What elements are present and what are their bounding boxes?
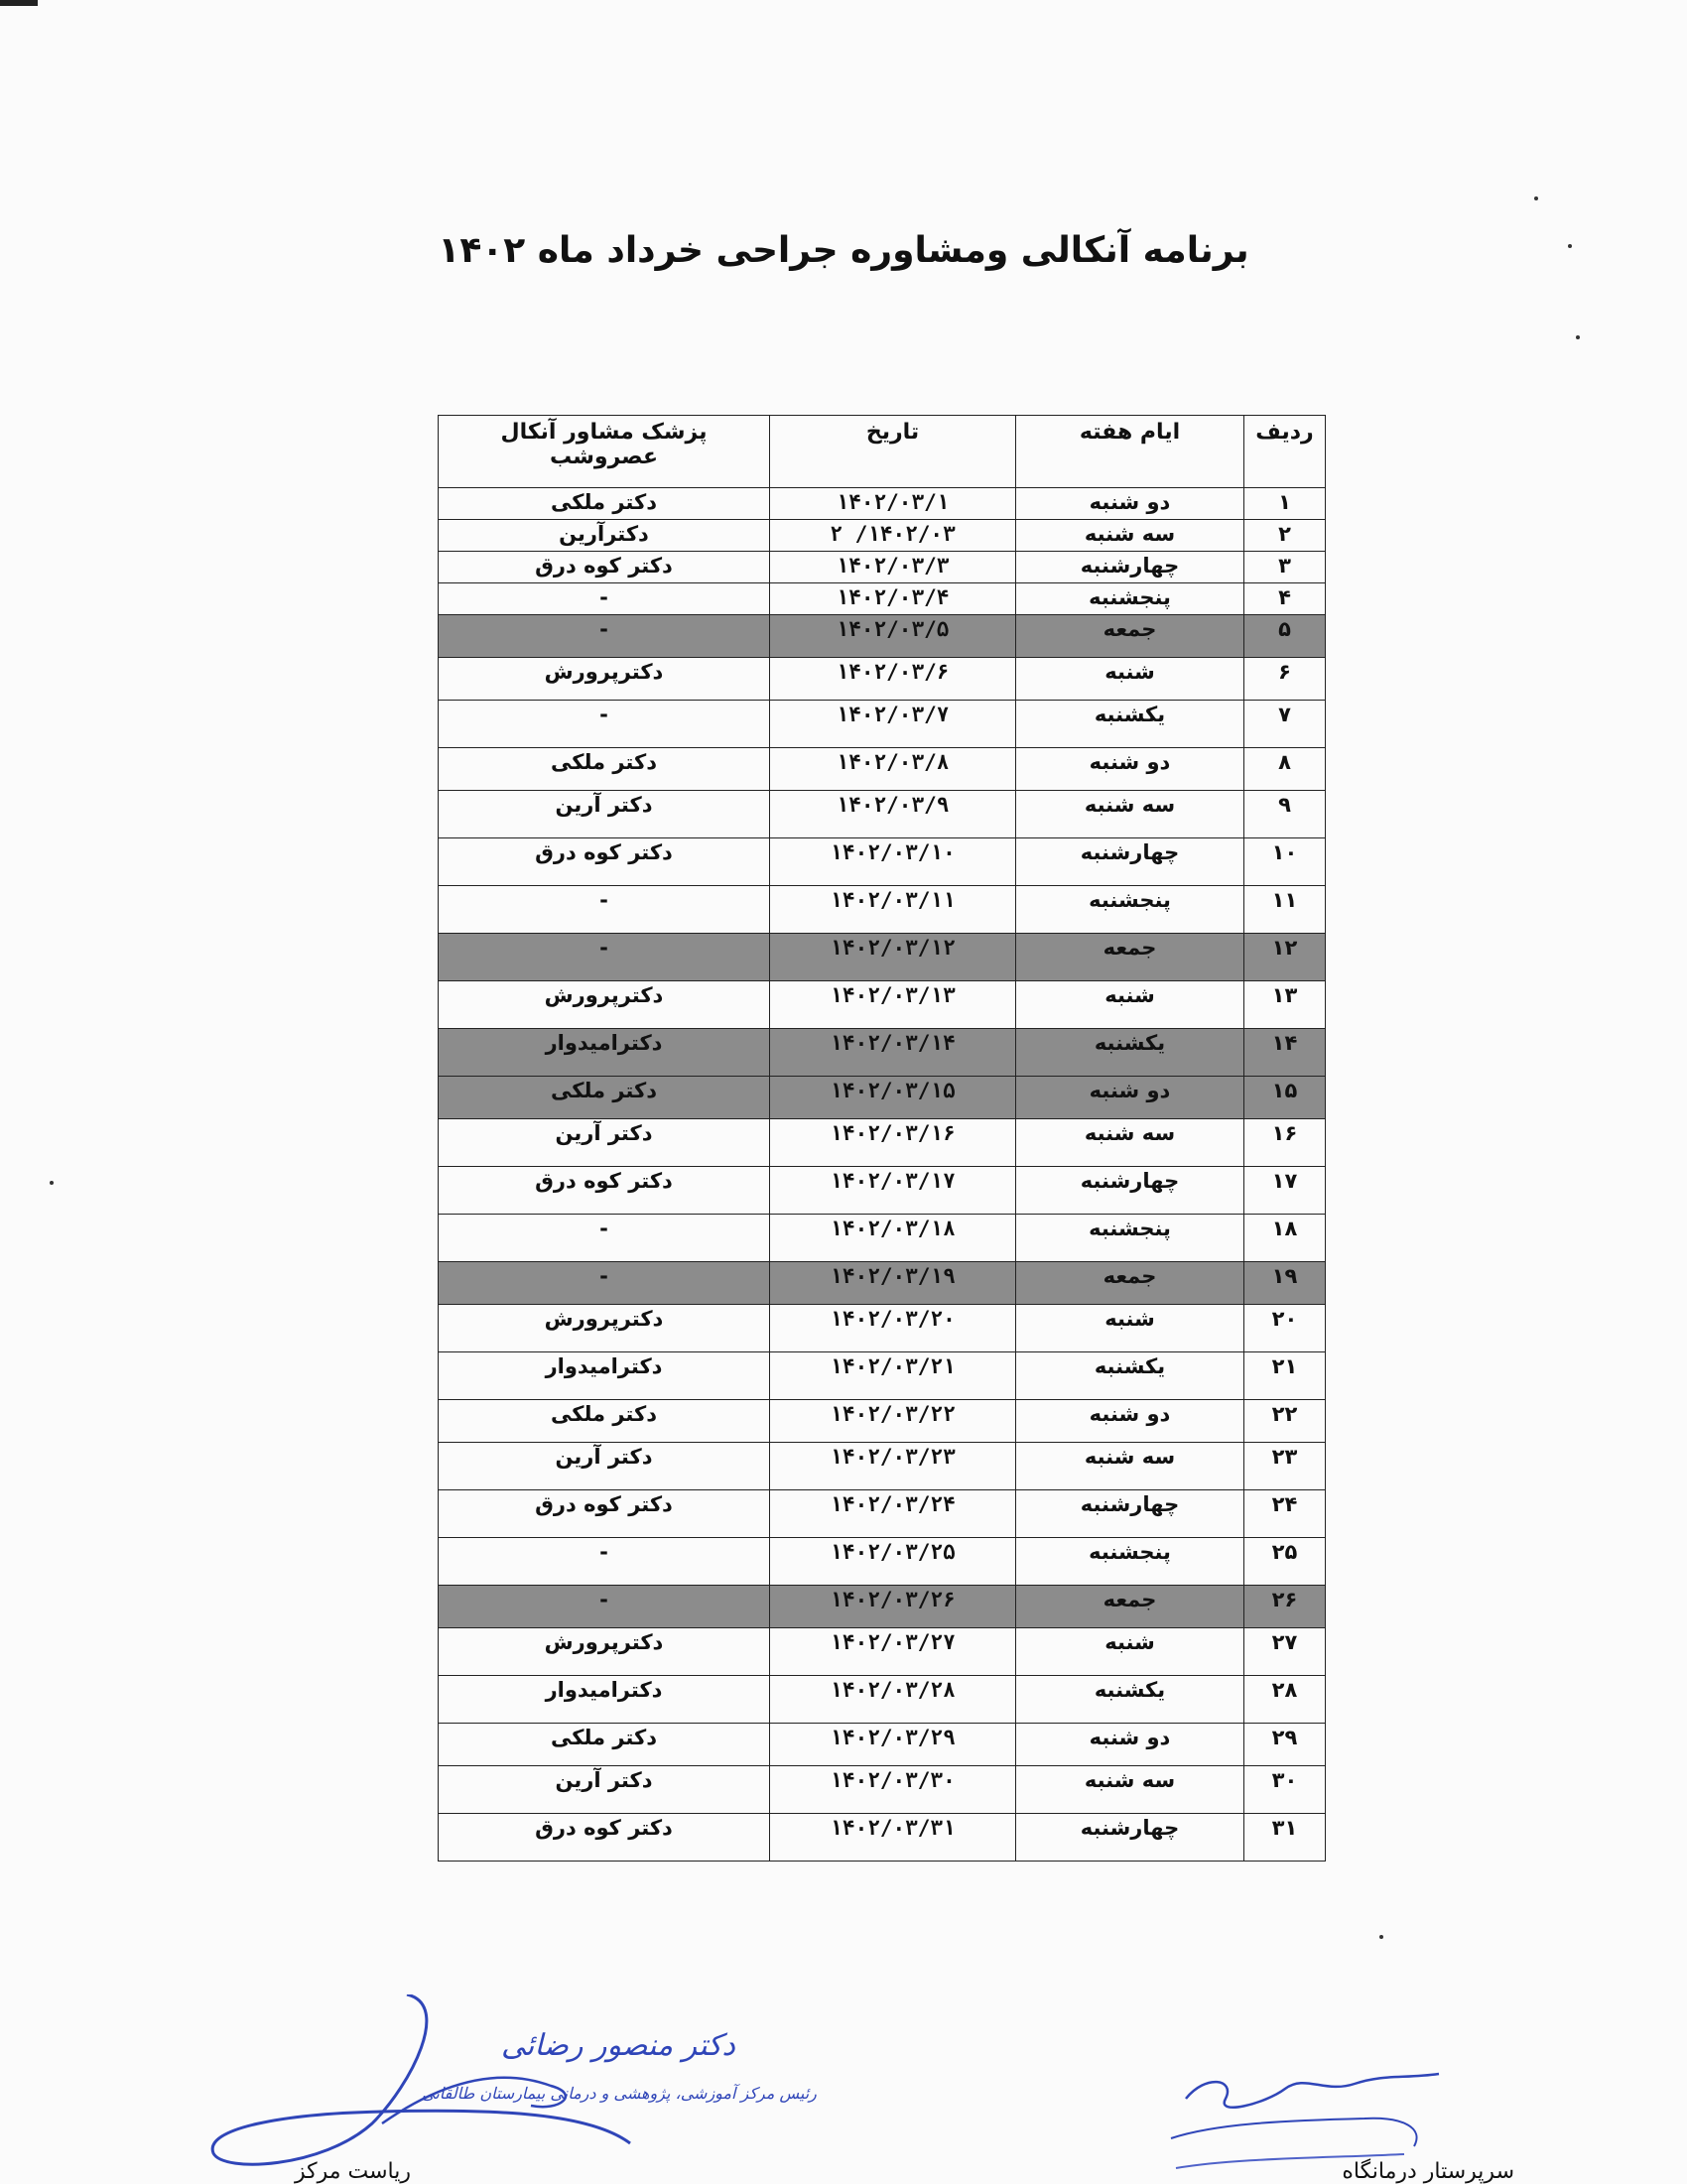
row-number-cell: ۱۶ (1244, 1119, 1326, 1167)
head-nurse-label: سرپرستار درمانگاه (1342, 2159, 1514, 2184)
row-number-cell: ۱۰ (1244, 838, 1326, 886)
schedule-table (438, 415, 1326, 1862)
header-date: تاریخ (770, 416, 1016, 488)
row-number-cell: ۱۹ (1244, 1262, 1326, 1305)
table-row (439, 1400, 1326, 1443)
row-number-cell: ۲۲ (1244, 1400, 1326, 1443)
table-row (439, 1586, 1326, 1628)
doctor-cell: دکتر ملکی (439, 748, 770, 791)
weekday-cell: پنجشنبه (1016, 1215, 1244, 1262)
date-cell: ۱۴۰۲/۰۳/۲۵ (770, 1538, 1016, 1586)
table-row (439, 658, 1326, 701)
date-cell: ۱۴۰۲/۰۳/۱۰ (770, 838, 1016, 886)
schedule-body (439, 488, 1326, 1862)
row-number-cell: ۱۸ (1244, 1215, 1326, 1262)
table-header-row (439, 416, 1326, 488)
scan-speck (50, 1181, 54, 1185)
table-row (439, 1119, 1326, 1167)
table-row (439, 1490, 1326, 1538)
doctor-cell: دکتر کوه درق (439, 1167, 770, 1215)
scan-corner-mark (0, 0, 38, 6)
doctor-cell: - (439, 1262, 770, 1305)
row-number-cell: ۲۷ (1244, 1628, 1326, 1676)
table-row (439, 1262, 1326, 1305)
date-cell: ۱۴۰۲/۰۳/۱۴ (770, 1029, 1016, 1077)
weekday-cell: چهارشنبه (1016, 1490, 1244, 1538)
date-cell: ۱۴۰۲/۰۳/۲۷ (770, 1628, 1016, 1676)
table-row (439, 934, 1326, 981)
table-row (439, 1443, 1326, 1490)
weekday-cell: یکشنبه (1016, 701, 1244, 748)
date-cell: ۱۴۰۲/۰۳/۱ (770, 488, 1016, 520)
weekday-cell: چهارشنبه (1016, 838, 1244, 886)
doctor-cell: دکتر ملکی (439, 1400, 770, 1443)
row-number-cell: ۱۲ (1244, 934, 1326, 981)
date-cell: ۱۴۰۲/۰۳/۳۱ (770, 1814, 1016, 1862)
table-row (439, 886, 1326, 934)
doctor-cell: دکتر ملکی (439, 1077, 770, 1119)
table-row (439, 1724, 1326, 1766)
row-number-cell: ۶ (1244, 658, 1326, 701)
date-cell: ۱۴۰۲/۰۳/۱۱ (770, 886, 1016, 934)
doctor-cell: دکترپرورش (439, 658, 770, 701)
scan-speck (1534, 196, 1538, 200)
doctor-cell: دکتر کوه درق (439, 552, 770, 583)
row-number-cell: ۵ (1244, 615, 1326, 658)
weekday-cell: دو شنبه (1016, 488, 1244, 520)
weekday-cell: شنبه (1016, 658, 1244, 701)
weekday-cell: یکشنبه (1016, 1352, 1244, 1400)
date-cell: ۱۴۰۲/۰۳/۲۹ (770, 1724, 1016, 1766)
doctor-cell: دکترپرورش (439, 981, 770, 1029)
weekday-cell: دو شنبه (1016, 1724, 1244, 1766)
doctor-cell: دکتر آرین (439, 1443, 770, 1490)
weekday-cell: جمعه (1016, 1586, 1244, 1628)
weekday-cell: چهارشنبه (1016, 1167, 1244, 1215)
doctor-cell: دکتر ملکی (439, 1724, 770, 1766)
date-cell: ۱۴۰۲/۰۳/۲۴ (770, 1490, 1016, 1538)
doctor-cell: - (439, 886, 770, 934)
weekday-cell: سه شنبه (1016, 520, 1244, 552)
weekday-cell: شنبه (1016, 1628, 1244, 1676)
row-number-cell: ۲۰ (1244, 1305, 1326, 1352)
table-row (439, 791, 1326, 838)
date-cell: ۱۴۰۲/۰۳/۱۸ (770, 1215, 1016, 1262)
row-number-cell: ۳۰ (1244, 1766, 1326, 1814)
row-number-cell: ۳ (1244, 552, 1326, 583)
doctor-cell: دکتر کوه درق (439, 1814, 770, 1862)
date-cell: ۱۴۰۲/۰۳/ ۲ (770, 520, 1016, 552)
table-row (439, 1352, 1326, 1400)
doctor-cell: دکترامیدوار (439, 1352, 770, 1400)
table-row (439, 1029, 1326, 1077)
weekday-cell: چهارشنبه (1016, 1814, 1244, 1862)
table-row (439, 488, 1326, 520)
weekday-cell: چهارشنبه (1016, 552, 1244, 583)
doctor-cell: دکترپرورش (439, 1305, 770, 1352)
doctor-cell: دکتر کوه درق (439, 1490, 770, 1538)
date-cell: ۱۴۰۲/۰۳/۱۷ (770, 1167, 1016, 1215)
date-cell: ۱۴۰۲/۰۳/۲۳ (770, 1443, 1016, 1490)
row-number-cell: ۲ (1244, 520, 1326, 552)
table-row (439, 838, 1326, 886)
table-row (439, 1676, 1326, 1724)
weekday-cell: شنبه (1016, 1305, 1244, 1352)
doctor-cell: - (439, 1215, 770, 1262)
row-number-cell: ۲۵ (1244, 1538, 1326, 1586)
doctor-cell: - (439, 1586, 770, 1628)
date-cell: ۱۴۰۲/۰۳/۳ (770, 552, 1016, 583)
weekday-cell: پنجشنبه (1016, 583, 1244, 615)
table-row (439, 1628, 1326, 1676)
row-number-cell: ۹ (1244, 791, 1326, 838)
weekday-cell: شنبه (1016, 981, 1244, 1029)
weekday-cell: دو شنبه (1016, 748, 1244, 791)
weekday-cell: یکشنبه (1016, 1029, 1244, 1077)
weekday-cell: سه شنبه (1016, 1766, 1244, 1814)
weekday-cell: پنجشنبه (1016, 886, 1244, 934)
row-number-cell: ۱۱ (1244, 886, 1326, 934)
row-number-cell: ۷ (1244, 701, 1326, 748)
table-row (439, 615, 1326, 658)
director-label: ریاست مرکز (294, 2159, 411, 2184)
doctor-cell: - (439, 701, 770, 748)
row-number-cell: ۲۱ (1244, 1352, 1326, 1400)
weekday-cell: سه شنبه (1016, 791, 1244, 838)
date-cell: ۱۴۰۲/۰۳/۱۳ (770, 981, 1016, 1029)
row-number-cell: ۱۵ (1244, 1077, 1326, 1119)
doctor-cell: - (439, 934, 770, 981)
date-cell: ۱۴۰۲/۰۳/۷ (770, 701, 1016, 748)
row-number-cell: ۲۹ (1244, 1724, 1326, 1766)
weekday-cell: جمعه (1016, 615, 1244, 658)
date-cell: ۱۴۰۲/۰۳/۱۹ (770, 1262, 1016, 1305)
table-row (439, 552, 1326, 583)
header-consulting-doctor: پزشک مشاور آنکال عصروشب (439, 416, 770, 488)
weekday-cell: دو شنبه (1016, 1077, 1244, 1119)
doctor-cell: - (439, 1538, 770, 1586)
date-cell: ۱۴۰۲/۰۳/۲۸ (770, 1676, 1016, 1724)
row-number-cell: ۸ (1244, 748, 1326, 791)
doctor-cell: دکتر کوه درق (439, 838, 770, 886)
row-number-cell: ۲۶ (1244, 1586, 1326, 1628)
doctor-cell: دکتر آرین (439, 1766, 770, 1814)
doctor-cell: دکتر ملکی (439, 488, 770, 520)
weekday-cell: پنجشنبه (1016, 1538, 1244, 1586)
date-cell: ۱۴۰۲/۰۳/۲۶ (770, 1586, 1016, 1628)
table-row (439, 1077, 1326, 1119)
row-number-cell: ۱ (1244, 488, 1326, 520)
table-row (439, 1167, 1326, 1215)
table-row (439, 981, 1326, 1029)
table-row (439, 1814, 1326, 1862)
row-number-cell: ۱۴ (1244, 1029, 1326, 1077)
date-cell: ۱۴۰۲/۰۳/۱۶ (770, 1119, 1016, 1167)
row-number-cell: ۲۴ (1244, 1490, 1326, 1538)
doctor-cell: - (439, 615, 770, 658)
date-cell: ۱۴۰۲/۰۳/۱۵ (770, 1077, 1016, 1119)
table-row (439, 1215, 1326, 1262)
doctor-cell: دکترامیدوار (439, 1676, 770, 1724)
table-row (439, 583, 1326, 615)
page-title: برنامه آنکالی ومشاوره جراحی خرداد ماه ۱۴۰۲ (438, 230, 1249, 271)
date-cell: ۱۴۰۲/۰۳/۱۲ (770, 934, 1016, 981)
table-row (439, 1766, 1326, 1814)
row-number-cell: ۲۸ (1244, 1676, 1326, 1724)
doctor-cell: - (439, 583, 770, 615)
scan-speck (1576, 335, 1580, 339)
date-cell: ۱۴۰۲/۰۳/۶ (770, 658, 1016, 701)
date-cell: ۱۴۰۲/۰۳/۴ (770, 583, 1016, 615)
table-row (439, 748, 1326, 791)
doctor-cell: دکترامیدوار (439, 1029, 770, 1077)
weekday-cell: دو شنبه (1016, 1400, 1244, 1443)
date-cell: ۱۴۰۲/۰۳/۳۰ (770, 1766, 1016, 1814)
table-row (439, 1538, 1326, 1586)
row-number-cell: ۳۱ (1244, 1814, 1326, 1862)
date-cell: ۱۴۰۲/۰۳/۲۱ (770, 1352, 1016, 1400)
weekday-cell: سه شنبه (1016, 1119, 1244, 1167)
scan-speck (1568, 244, 1572, 248)
date-cell: ۱۴۰۲/۰۳/۲۲ (770, 1400, 1016, 1443)
director-signature-name: دکتر منصور رضائی (501, 2028, 735, 2063)
weekday-cell: سه شنبه (1016, 1443, 1244, 1490)
weekday-cell: جمعه (1016, 1262, 1244, 1305)
date-cell: ۱۴۰۲/۰۳/۲۰ (770, 1305, 1016, 1352)
doctor-cell: دکترپرورش (439, 1628, 770, 1676)
date-cell: ۱۴۰۲/۰۳/۸ (770, 748, 1016, 791)
row-number-cell: ۲۳ (1244, 1443, 1326, 1490)
doctor-cell: دکترآرین (439, 520, 770, 552)
doctor-cell: دکتر آرین (439, 791, 770, 838)
scan-speck (1379, 1935, 1383, 1939)
weekday-cell: یکشنبه (1016, 1676, 1244, 1724)
director-signature-title: رئیس مرکز آموزشی، پژوهشی و درمانی بیمارستان طالقانی (422, 2084, 817, 2103)
table-row (439, 520, 1326, 552)
doctor-cell: دکتر آرین (439, 1119, 770, 1167)
table-row (439, 1305, 1326, 1352)
date-cell: ۱۴۰۲/۰۳/۵ (770, 615, 1016, 658)
date-cell: ۱۴۰۲/۰۳/۹ (770, 791, 1016, 838)
weekday-cell: جمعه (1016, 934, 1244, 981)
header-row-number: ردیف (1244, 416, 1326, 488)
table-row (439, 701, 1326, 748)
row-number-cell: ۱۳ (1244, 981, 1326, 1029)
header-weekday: ایام هفته (1016, 416, 1244, 488)
row-number-cell: ۱۷ (1244, 1167, 1326, 1215)
row-number-cell: ۴ (1244, 583, 1326, 615)
